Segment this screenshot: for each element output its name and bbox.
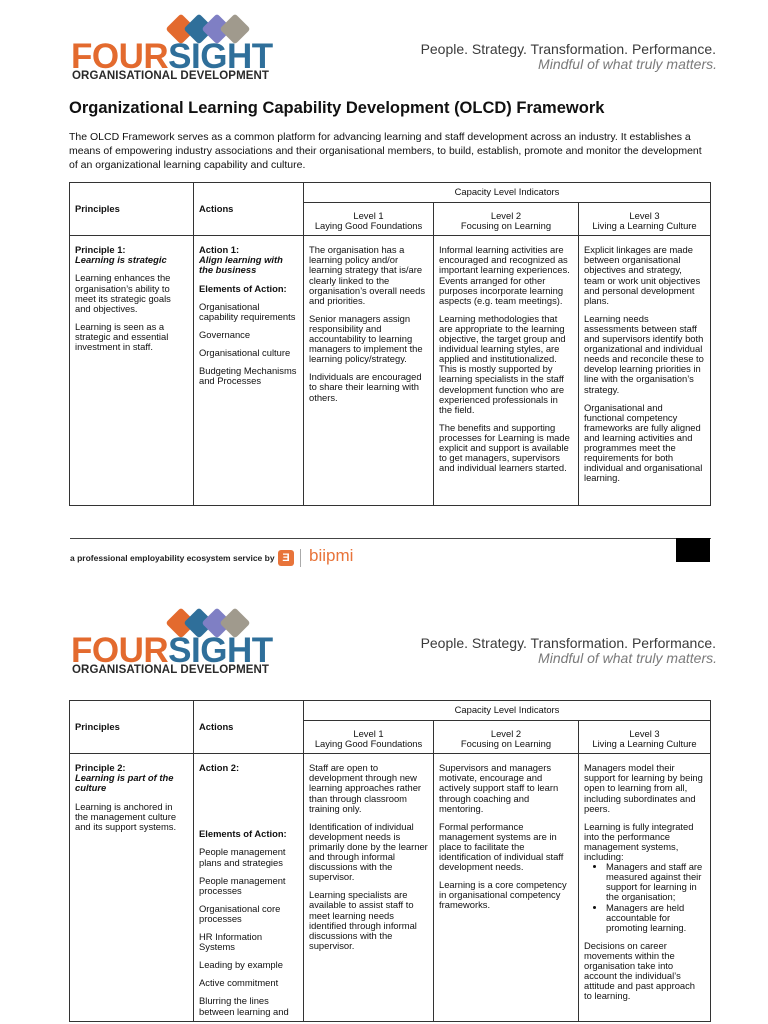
list-item: • Managers are held accountable for promoting learning. (606, 903, 705, 933)
tagline-2: People. Strategy. Transformation. Performance. (420, 635, 716, 651)
header-actions-2: Actions (194, 701, 304, 754)
motto: Mindful of what truly matters. (538, 56, 717, 72)
header-level-2: Level 2 Focusing on Learning (434, 203, 579, 236)
biipmi-logo-icon: Ǝ (278, 550, 294, 566)
framework-table-1 (69, 182, 711, 506)
level-3-cell: Managers model their support for learning by being open to learning from all, including subordinates and peers. Learning is fully integrated into the performance management systems, including: • Managers and staff are measured against their support for learning in the organisation; • Managers are held accountable for promoting learning. Decisions on career movements within the organisation take into account the individual’s attitude and past approach to learning. (579, 754, 711, 1021)
footer-divider (70, 538, 711, 539)
logo-subtitle-2: ORGANISATIONAL DEVELOPMENT (72, 664, 270, 676)
framework-table-2 (69, 700, 711, 1022)
header-level-2-2: Level 2 Focusing on Learning (434, 721, 579, 754)
principle-cell: Principle 1: Learning is strategic Learning enhances the organisation’s ability to meet its strategic goals and objectives. Learning is seen as a strategic and essential investment in staff. (70, 236, 194, 506)
action-cell: Action 2: Elements of Action: People management plans and strategies People management processes Organisational core processes HR Information Systems Leading by example Active commitment Blurring the lines between learning and (194, 754, 304, 1021)
intro-paragraph: The OLCD Framework serves as a common platform for advancing learning and staff development across an industry. It establishes a means of empowering industry associations and their organisational members, to build, establish, promote and monitor the development of an organizational learning capability and culture. (69, 131, 702, 171)
level-1-cell: The organisation has a learning policy and/or learning strategy that is/are clearly linked to the organisation’s overall needs and priorities. Senior managers assign responsibility and accountability to learning managers to implement the learning policy/strategy. Individuals are encouraged to share their learning with others. (304, 236, 434, 506)
footer-separator (300, 549, 301, 567)
logo-wordmark: FOURSIGHT (71, 37, 273, 76)
header-capacity: Capacity Level Indicators (304, 183, 711, 203)
header-level-1: Level 1 Laying Good Foundations (304, 203, 434, 236)
header-capacity-2: Capacity Level Indicators (304, 701, 711, 721)
header-principles: Principles (70, 183, 194, 236)
level-1-cell: Staff are open to development through new learning approaches rather than through classroom training only. Identification of individual development needs is primarily done by the learner and through informal discussions with the supervisor. Learning specialists are available to assist staff to meet learning needs identified through informal discussions with the supervisor. (304, 754, 434, 1021)
logo-wordmark-2: FOURSIGHT (71, 631, 273, 670)
footer-text: a professional employability ecosystem service by (70, 553, 275, 563)
header-level-3: Level 3 Living a Learning Culture (579, 203, 711, 236)
level-2-cell: Supervisors and managers motivate, encourage and actively support staff to learn through coaching and mentoring. Formal performance management systems are in place to facilitate the identification of individual staff development needs. Learning is a core competency in organisational competency frameworks. (434, 754, 579, 1021)
logo-subtitle: ORGANISATIONAL DEVELOPMENT (72, 70, 270, 82)
page-title: Organizational Learning Capability Development (OLCD) Framework (69, 99, 605, 117)
principle-cell: Principle 2: Learning is part of the culture Learning is anchored in the management culture and its support systems. (70, 754, 194, 1021)
level-3-cell: Explicit linkages are made between organisational objectives and strategy, team or work unit objectives and personal development plans. Learning needs assessments between staff and supervisors identify both organizational and individual needs and reconcile these to develop learning priorities in line with the organisation’s strategy. Organisational and functional competency frameworks are fully aligned and learning activities and programmes meet the requirements for both individual and organisational learning. (579, 236, 711, 506)
list-item: • Managers and staff are measured against their support for learning in the organisation; (606, 862, 705, 902)
level-2-cell: Informal learning activities are encouraged and recognized as important learning experiences. Events arranged for other purposes incorporate learning aspects (e.g. team meetings). Learning methodologies that are appropriate to the learning objective, the target group and individual learning styles, are applied and institutionalized. This is mostly supported by learning specialists in the staff development function who are experienced professionals in the field. The benefits and supporting processes for Learning is made explicit and support is available to get managers, supervisors and individual learners started. (434, 236, 579, 506)
action-cell: Action 1: Align learning with the business Elements of Action: Organisational capability requirements Governance Organisational culture Budgeting Mechanisms and Processes (194, 236, 304, 506)
header-level-1-2: Level 1 Laying Good Foundations (304, 721, 434, 754)
footer-brand: biipmi (309, 546, 354, 565)
table-row (70, 236, 711, 506)
header-level-3-2: Level 3 Living a Learning Culture (579, 721, 711, 754)
level-3-bullets (596, 862, 705, 933)
motto-2: Mindful of what truly matters. (538, 650, 717, 666)
page-marker (676, 538, 710, 562)
table-row (70, 754, 711, 1021)
header-actions: Actions (194, 183, 304, 236)
header-principles-2: Principles (70, 701, 194, 754)
tagline: People. Strategy. Transformation. Performance. (420, 41, 716, 57)
